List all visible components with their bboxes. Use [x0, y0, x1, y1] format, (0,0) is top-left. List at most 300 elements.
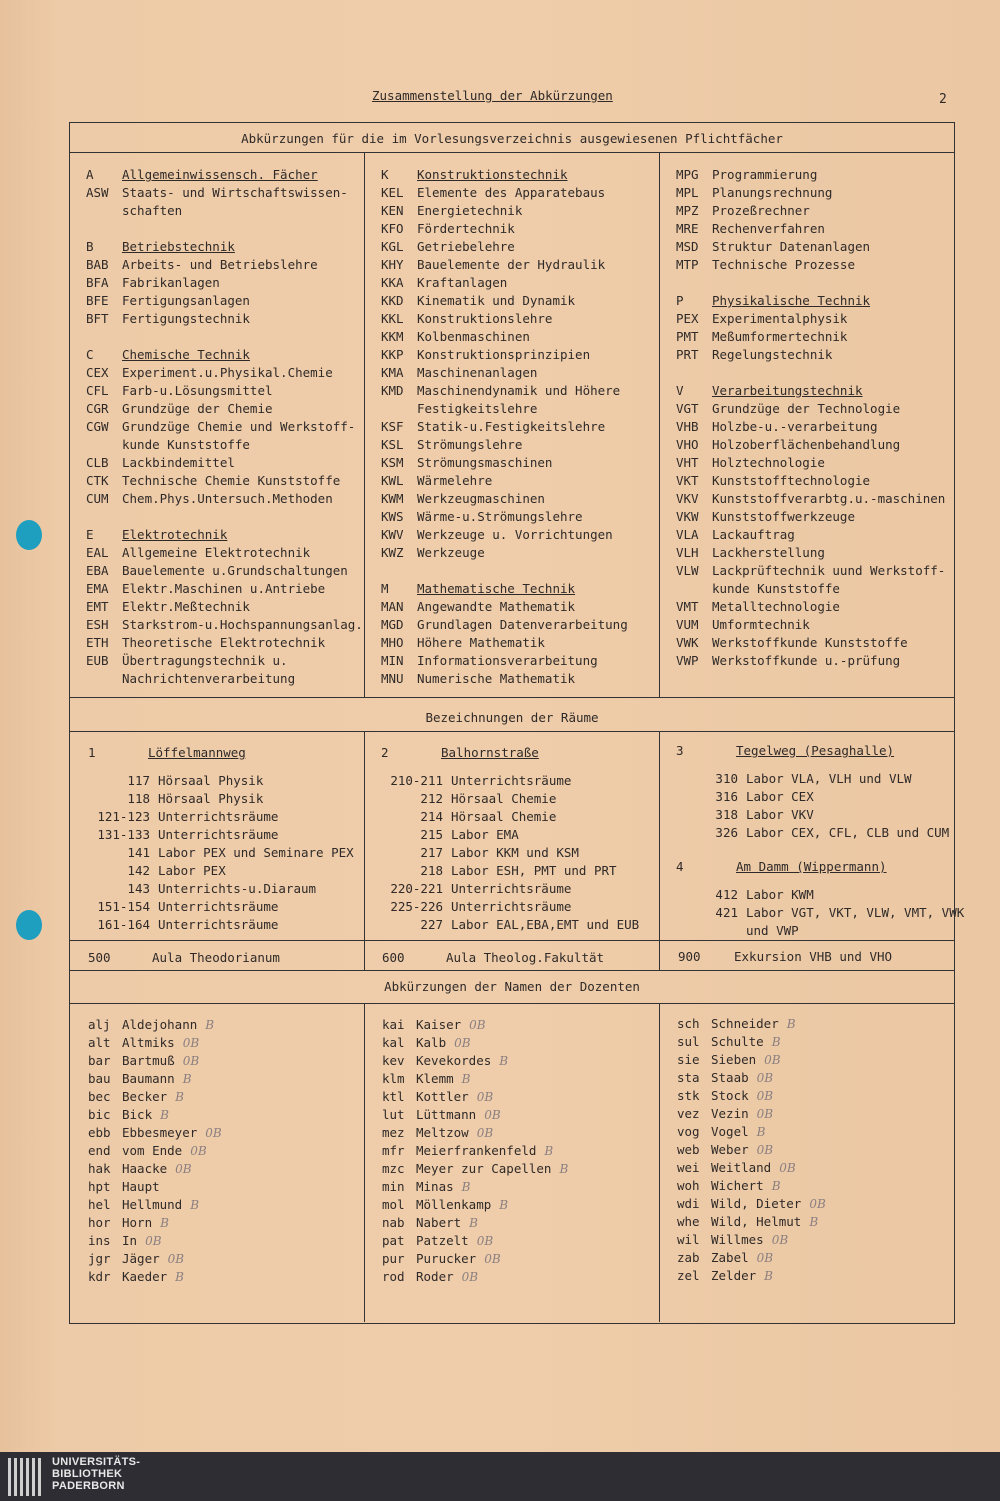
lecturer-row	[677, 1159, 954, 1177]
abbreviation-code	[86, 508, 122, 526]
lecturer-name: Lüttmann	[416, 1107, 477, 1122]
lecturer-code: stk	[677, 1088, 700, 1103]
abbreviation-row	[86, 400, 364, 418]
abbreviation-row	[86, 598, 364, 616]
lecturer-row	[382, 1070, 659, 1088]
abbreviation-meaning: Wärme-u.Strömungslehre	[417, 509, 583, 524]
aula-cell-1	[88, 949, 280, 967]
room-row	[381, 862, 659, 880]
room-number: 210-211	[390, 773, 443, 788]
lecturer-row	[382, 1160, 659, 1178]
handwritten-note: 0B	[756, 1143, 774, 1157]
abbreviation-code: KKM	[381, 329, 404, 344]
abbreviation-row	[676, 256, 954, 274]
abbreviation-row	[676, 166, 954, 184]
room-description: Unterrichtsräume	[451, 881, 572, 896]
room-row	[676, 788, 954, 806]
abbreviation-meaning: Angewandte Mathematik	[417, 599, 576, 614]
handwritten-note: 0B	[756, 1107, 774, 1121]
abbreviation-code: EAL	[86, 545, 109, 560]
lecturer-row	[677, 1051, 954, 1069]
lecturer-name: Minas	[416, 1179, 454, 1194]
abbreviation-row	[676, 436, 954, 454]
handwritten-note: 0B	[469, 1018, 486, 1032]
abbreviation-code: KWL	[381, 473, 404, 488]
abbreviation-meaning: Meßumformertechnik	[712, 329, 848, 344]
abbreviation-code: KKP	[381, 347, 404, 362]
room-number: 117	[127, 773, 150, 788]
room-number: 131-133	[97, 827, 150, 842]
handwritten-note: B	[809, 1215, 819, 1229]
abbreviation-code: VKV	[676, 491, 699, 506]
abbreviation-row	[381, 508, 659, 526]
abbreviation-code: KKD	[381, 293, 404, 308]
lecturer-row	[677, 1087, 954, 1105]
lecturer-code: bar	[88, 1053, 111, 1068]
aula-number: 900	[678, 949, 701, 964]
lecturer-name: Zelder	[711, 1268, 757, 1283]
abbreviation-meaning: Allgemeine Elektrotechnik	[122, 545, 311, 560]
lecturer-row	[382, 1016, 659, 1034]
lecturer-name: Kottler	[416, 1089, 469, 1104]
abbreviation-meaning: Grundlagen Datenverarbeitung	[417, 617, 628, 632]
location-name: Balhornstraße	[441, 745, 539, 760]
subject-group-heading	[86, 346, 364, 364]
room-number: 143	[127, 881, 150, 896]
lecturer-name: Kevekordes	[416, 1053, 492, 1068]
abbreviation-row	[676, 616, 954, 634]
abbreviation-row	[676, 238, 954, 256]
abbreviation-code: M	[381, 581, 389, 596]
room-number: 121-123	[97, 809, 150, 824]
lecturer-name: Meyer zur Capellen	[416, 1161, 552, 1176]
lecturer-name: Schulte	[711, 1034, 764, 1049]
divider	[364, 1003, 365, 1322]
lecturer-code: mol	[382, 1197, 405, 1212]
abbreviation-row	[676, 310, 954, 328]
handwritten-note: 0B	[809, 1197, 826, 1211]
abbreviation-row	[676, 562, 954, 580]
lecturer-code: wdi	[677, 1196, 700, 1211]
abbreviation-meaning: Bauelemente der Hydraulik	[417, 257, 606, 272]
section-header-dozenten: Abkürzungen der Namen der Dozenten	[384, 979, 640, 994]
room-description: Labor CEX	[746, 789, 814, 804]
lecturer-code: kai	[382, 1017, 405, 1032]
room-description: Hörsaal Physik	[158, 773, 264, 788]
lecturer-name: Vogel	[711, 1124, 749, 1139]
abbreviation-meaning: Konstruktionslehre	[417, 311, 553, 326]
abbreviation-row	[381, 382, 659, 400]
abbreviation-meaning: Programmierung	[712, 167, 818, 182]
lecturer-name: Zabel	[711, 1250, 749, 1265]
lecturer-name: Weber	[711, 1142, 749, 1157]
lecturer-row	[88, 1052, 364, 1070]
handwritten-note: 0B	[454, 1036, 471, 1050]
divider	[69, 731, 955, 732]
abbreviation-meaning	[417, 562, 659, 580]
abbreviation-row	[381, 274, 659, 292]
room-row	[381, 880, 659, 898]
abbreviation-meaning: Elemente des Apparatebaus	[417, 185, 606, 200]
lecturer-row	[677, 1213, 954, 1231]
lecturer-row	[677, 1033, 954, 1051]
abbreviation-row	[381, 634, 659, 652]
abbreviation-row	[381, 364, 659, 382]
lecturer-row	[88, 1070, 364, 1088]
abbreviation-meaning: Verarbeitungstechnik	[712, 383, 863, 398]
handwritten-note: 0B	[779, 1161, 796, 1175]
lecturer-row	[382, 1088, 659, 1106]
abbreviation-meaning: Werkzeuge u. Vorrichtungen	[417, 527, 613, 542]
abbreviation-meaning: Konstruktionstechnik	[417, 167, 568, 182]
lecturer-row	[677, 1141, 954, 1159]
section-header-pflichtfaecher: Abkürzungen für die im Vorlesungsverzeichnis ausgewiesenen Pflichtfächer	[241, 131, 783, 146]
divider	[69, 1003, 955, 1004]
divider	[69, 970, 955, 971]
abbreviation-code: MIN	[381, 653, 404, 668]
abbreviation-meaning: Technische Prozesse	[712, 257, 855, 272]
abbreviation-meaning: Umformtechnik	[712, 617, 810, 632]
handwritten-note: B	[160, 1108, 169, 1122]
lecturer-name: Ebbesmeyer	[122, 1125, 198, 1140]
lecturer-code: vog	[677, 1124, 700, 1139]
room-number: 151-154	[97, 899, 150, 914]
lecturer-code: mfr	[382, 1143, 405, 1158]
lecturer-name: Haupt	[122, 1179, 160, 1194]
abbreviation-row	[381, 220, 659, 238]
abbreviation-row	[381, 418, 659, 436]
abbreviation-row	[381, 202, 659, 220]
lecturer-code: hpt	[88, 1179, 111, 1194]
abbreviation-code: PMT	[676, 329, 699, 344]
lecturer-row	[677, 1177, 954, 1195]
abbreviation-row	[381, 400, 659, 418]
lecturer-code: jgr	[88, 1251, 111, 1266]
location-heading	[88, 744, 364, 762]
dozenten-column-1	[88, 1016, 364, 1286]
abbreviation-row	[381, 184, 659, 202]
abbreviation-code	[86, 202, 122, 220]
room-number: 215	[420, 827, 443, 842]
abbreviation-meaning: Betriebstechnik	[122, 239, 235, 254]
location-name: Tegelweg (Pesaghalle)	[736, 743, 895, 758]
abbreviation-meaning: Planungsrechnung	[712, 185, 833, 200]
abbreviation-code: PRT	[676, 347, 699, 362]
room-description: Labor EAL,EBA,EMT und EUB	[451, 917, 640, 932]
abbreviation-meaning: Regelungstechnik	[712, 347, 833, 362]
abbreviation-code: KEN	[381, 203, 404, 218]
library-footer	[0, 1452, 1000, 1501]
room-row	[676, 824, 954, 842]
abbreviation-meaning: Farb-u.Lösungsmittel	[122, 383, 273, 398]
abbreviation-row	[381, 652, 659, 670]
abbreviation-row	[676, 364, 954, 382]
abbreviation-row	[86, 670, 364, 688]
lecturer-code: wei	[677, 1160, 700, 1175]
lecturer-row	[382, 1178, 659, 1196]
lecturer-row	[88, 1034, 364, 1052]
lecturer-row	[88, 1142, 364, 1160]
abbreviation-meaning: Festigkeitslehre	[417, 401, 538, 416]
dozenten-column-3	[677, 1015, 954, 1285]
subject-group-heading	[676, 382, 954, 400]
abbreviation-meaning: Rechenverfahren	[712, 221, 825, 236]
lecturer-name: Wild, Dieter	[711, 1196, 802, 1211]
abbreviation-code: MPG	[676, 167, 699, 182]
abbreviation-code: KWV	[381, 527, 404, 542]
abbreviation-meaning: Lackauftrag	[712, 527, 795, 542]
lecturer-name: Bick	[122, 1107, 153, 1122]
lecturer-name: Schneider	[711, 1016, 779, 1031]
lecturer-code: pur	[382, 1251, 405, 1266]
abbreviation-code: PEX	[676, 311, 699, 326]
lecturer-row	[382, 1034, 659, 1052]
abbreviation-row	[676, 490, 954, 508]
lecturer-row	[677, 1069, 954, 1087]
abbreviation-row	[676, 472, 954, 490]
lecturer-code: ebb	[88, 1125, 111, 1140]
lecturer-row	[88, 1268, 364, 1286]
abbreviation-row	[86, 184, 364, 202]
room-description: Hörsaal Physik	[158, 791, 264, 806]
lecturer-name: Wild, Helmut	[711, 1214, 802, 1229]
abbreviation-row	[381, 562, 659, 580]
lecturer-code: nab	[382, 1215, 405, 1230]
lecturer-row	[382, 1106, 659, 1124]
abbreviation-code: VWP	[676, 653, 699, 668]
abbreviation-row	[86, 634, 364, 652]
abbreviation-meaning: Strömungslehre	[417, 437, 523, 452]
lecturer-row	[382, 1250, 659, 1268]
abbreviation-row	[86, 382, 364, 400]
abbreviation-row	[86, 562, 364, 580]
room-row	[88, 880, 364, 898]
abbreviation-code: KWM	[381, 491, 404, 506]
lecturer-row	[382, 1124, 659, 1142]
abbreviation-meaning: Physikalische Technik	[712, 293, 871, 308]
location-number: 4	[676, 859, 684, 874]
abbreviation-code: MTP	[676, 257, 699, 272]
abbreviation-code: KKA	[381, 275, 404, 290]
lecturer-row	[88, 1016, 364, 1034]
aula-name: Aula Theodorianum	[152, 950, 280, 965]
pflicht-column-1	[86, 166, 364, 688]
abbreviation-row	[86, 310, 364, 328]
handwritten-note: 0B	[175, 1162, 192, 1176]
lecturer-code: lut	[382, 1107, 405, 1122]
room-description: Labor VKV	[746, 807, 814, 822]
handwritten-note: B	[190, 1198, 200, 1212]
abbreviation-code: CLB	[86, 455, 109, 470]
lecturer-row	[88, 1196, 364, 1214]
lecturer-name: In	[122, 1233, 138, 1248]
lecturer-row	[677, 1249, 954, 1267]
abbreviation-row	[381, 328, 659, 346]
abbreviation-code: BAB	[86, 257, 109, 272]
abbreviation-meaning: Werkstoffkunde Kunststoffe	[712, 635, 908, 650]
location-number: 3	[676, 743, 684, 758]
abbreviation-code	[86, 328, 122, 346]
room-number: 412	[715, 887, 738, 902]
room-row	[381, 844, 659, 862]
abbreviation-meaning: Technische Chemie Kunststoffe	[122, 473, 341, 488]
room-row	[381, 916, 659, 934]
lecturer-code: klm	[382, 1071, 405, 1086]
divider	[69, 940, 955, 941]
abbreviation-row	[676, 634, 954, 652]
abbreviation-meaning: Kraftanlagen	[417, 275, 508, 290]
lecturer-code: bic	[88, 1107, 111, 1122]
abbreviation-row	[86, 274, 364, 292]
abbreviation-row	[86, 472, 364, 490]
abbreviation-code: CGW	[86, 419, 109, 434]
lecturer-name: Horn	[122, 1215, 153, 1230]
raeume-column-3	[676, 742, 965, 940]
lecturer-name: Jäger	[122, 1251, 160, 1266]
lecturer-name: Meltzow	[416, 1125, 469, 1140]
abbreviation-meaning: Elektr.Meßtechnik	[122, 599, 250, 614]
abbreviation-meaning: Fabrikanlagen	[122, 275, 220, 290]
room-number: 217	[420, 845, 443, 860]
abbreviation-meaning: Starkstrom-u.Hochspannungsanlag.	[122, 617, 363, 632]
lecturer-name: Weitland	[711, 1160, 772, 1175]
abbreviation-meaning: Konstruktionsprinzipien	[417, 347, 591, 362]
abbreviation-meaning: Maschinendynamik und Höhere	[417, 383, 621, 398]
abbreviation-code: VUM	[676, 617, 699, 632]
lecturer-code: web	[677, 1142, 700, 1157]
abbreviation-meaning: Energietechnik	[417, 203, 523, 218]
lecturer-name: Möllenkamp	[416, 1197, 492, 1212]
abbreviation-code: KFO	[381, 221, 404, 236]
room-row	[88, 916, 364, 934]
room-description: Labor PEX	[158, 863, 226, 878]
abbreviation-row	[676, 544, 954, 562]
abbreviation-meaning: Höhere Mathematik	[417, 635, 545, 650]
room-number: 214	[420, 809, 443, 824]
aula-number: 600	[382, 950, 405, 965]
abbreviation-code: KHY	[381, 257, 404, 272]
abbreviation-code: VMT	[676, 599, 699, 614]
room-description: Unterrichtsräume	[158, 809, 279, 824]
abbreviation-code: VGT	[676, 401, 699, 416]
abbreviation-row	[676, 418, 954, 436]
lecturer-row	[88, 1124, 364, 1142]
abbreviation-code: B	[86, 239, 94, 254]
abbreviation-meaning: Struktur Datenanlagen	[712, 239, 871, 254]
abbreviation-meaning	[122, 220, 364, 238]
handwritten-note: B	[499, 1054, 509, 1068]
room-number: 310	[715, 771, 738, 786]
handwritten-note: B	[756, 1125, 766, 1139]
room-description: Labor KWM	[746, 887, 814, 902]
aula-cell-3	[678, 948, 892, 966]
location-number: 2	[381, 745, 389, 760]
lecturer-name: Stock	[711, 1088, 749, 1103]
lecturer-code: zab	[677, 1250, 700, 1265]
abbreviation-row	[676, 454, 954, 472]
abbreviation-code: KGL	[381, 239, 404, 254]
lecturer-row	[677, 1267, 954, 1285]
abbreviation-meaning: Bauelemente u.Grundschaltungen	[122, 563, 348, 578]
pflicht-column-2	[381, 166, 659, 688]
abbreviation-code: VKW	[676, 509, 699, 524]
room-description: Labor PEX und Seminare PEX	[158, 845, 354, 860]
location-name: Am Damm (Wippermann)	[736, 859, 887, 874]
room-description: Labor CEX, CFL, CLB und CUM	[746, 825, 950, 840]
room-description: Labor EMA	[451, 827, 519, 842]
abbreviation-meaning: Lackherstellung	[712, 545, 825, 560]
room-row	[88, 772, 364, 790]
abbreviation-meaning	[712, 364, 954, 382]
abbreviation-code: VWK	[676, 635, 699, 650]
handwritten-note: B	[469, 1216, 478, 1230]
abbreviation-meaning: Chem.Phys.Untersuch.Methoden	[122, 491, 333, 506]
abbreviation-meaning: Nachrichtenverarbeitung	[122, 671, 296, 686]
library-line-3: PADERBORN	[52, 1480, 125, 1492]
abbreviation-row	[381, 472, 659, 490]
abbreviation-code: EBA	[86, 563, 109, 578]
handwritten-note: 0B	[476, 1126, 494, 1140]
lecturer-row	[88, 1250, 364, 1268]
abbreviation-meaning	[122, 328, 364, 346]
abbreviation-row	[86, 616, 364, 634]
abbreviation-row	[676, 274, 954, 292]
abbreviation-code: ESH	[86, 617, 109, 632]
divider	[659, 1003, 660, 1322]
handwritten-note: B	[461, 1180, 471, 1194]
lecturer-name: Purucker	[416, 1251, 477, 1266]
room-row	[381, 790, 659, 808]
punch-hole-bottom	[16, 910, 42, 940]
abbreviation-row	[86, 202, 364, 220]
handwritten-note: B	[182, 1072, 192, 1086]
abbreviation-meaning: Kunststofftechnologie	[712, 473, 871, 488]
room-number: 212	[420, 791, 443, 806]
lecturer-code: pat	[382, 1233, 405, 1248]
abbreviation-code: MPL	[676, 185, 699, 200]
abbreviation-code: E	[86, 527, 94, 542]
abbreviation-row	[676, 508, 954, 526]
abbreviation-meaning: Metalltechnologie	[712, 599, 840, 614]
lecturer-row	[88, 1106, 364, 1124]
lecturer-code: sch	[677, 1016, 700, 1031]
lecturer-name: Becker	[122, 1089, 168, 1104]
aula-name: Aula Theolog.Fakultät	[446, 950, 605, 965]
abbreviation-code: P	[676, 293, 684, 308]
abbreviation-code: ETH	[86, 635, 109, 650]
location-heading	[676, 858, 954, 876]
lecturer-row	[88, 1214, 364, 1232]
lecturer-code: mez	[382, 1125, 405, 1140]
lecturer-row	[88, 1160, 364, 1178]
abbreviation-code	[676, 580, 712, 598]
lecturer-code: hor	[88, 1215, 111, 1230]
abbreviation-meaning: Kinematik und Dynamik	[417, 293, 576, 308]
dozenten-column-2	[382, 1016, 659, 1286]
abbreviation-row	[381, 292, 659, 310]
room-row	[88, 844, 364, 862]
abbreviation-row	[381, 346, 659, 364]
abbreviation-code: CTK	[86, 473, 109, 488]
abbreviation-code: KSF	[381, 419, 404, 434]
lecturer-name: Willmes	[711, 1232, 764, 1247]
abbreviation-row	[86, 256, 364, 274]
room-description: Unterrichtsräume	[451, 899, 572, 914]
abbreviation-row	[676, 580, 954, 598]
divider	[69, 152, 955, 153]
abbreviation-code: KKL	[381, 311, 404, 326]
subject-group-heading	[86, 166, 364, 184]
